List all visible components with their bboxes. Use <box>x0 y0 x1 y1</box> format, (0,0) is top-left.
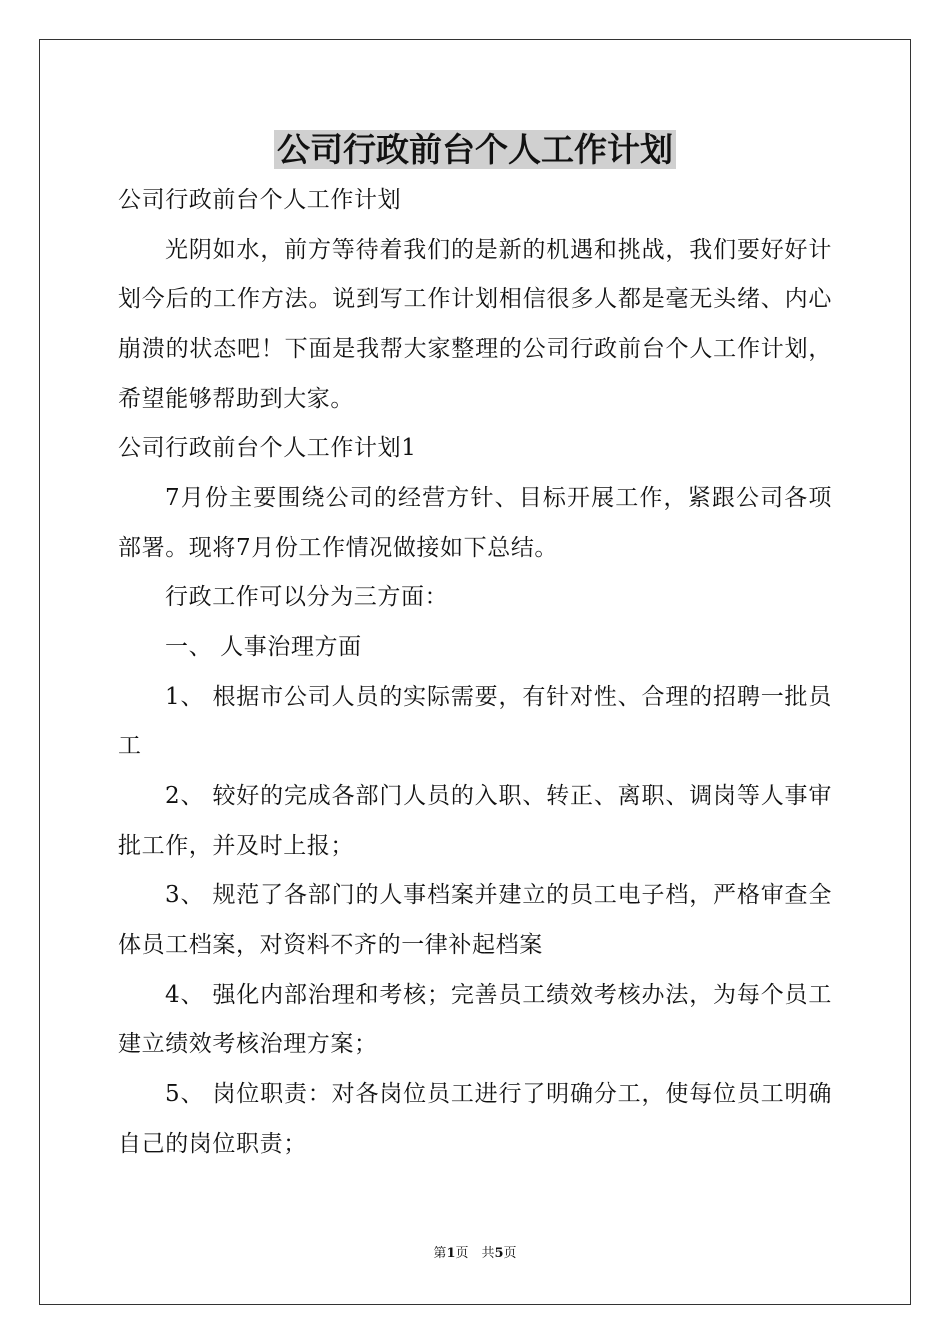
list-item-line: 1、 根据市公司人员的实际需要，有针对性、合理的招聘一批员 <box>165 684 832 710</box>
section-heading: 公司行政前台个人工作计划1 <box>118 435 417 461</box>
list-item-line: 工 <box>118 733 142 759</box>
paragraph-line: 部署。现将7月份工作情况做接如下总结。 <box>118 535 559 561</box>
list-item-line: 4、 强化内部治理和考核；完善员工绩效考核办法，为每个员工 <box>165 982 832 1008</box>
list-item-line: 2、 较好的完成各部门人员的入职、转正、离职、调岗等人事审 <box>165 783 832 809</box>
document-title <box>0 128 950 172</box>
page-footer <box>0 1245 950 1263</box>
document-title-text: 公司行政前台个人工作计划 <box>274 130 676 169</box>
paragraph-line: 崩溃的状态吧！下面是我帮大家整理的公司行政前台个人工作计划， <box>118 336 832 362</box>
list-item-line: 3、 规范了各部门的人事档案并建立的员工电子档，严格审查全 <box>165 882 832 908</box>
paragraph-line: 7月份主要围绕公司的经营方针、目标开展工作，紧跟公司各项 <box>165 485 832 511</box>
paragraph-line: 划今后的工作方法。说到写工作计划相信很多人都是毫无头绪、内心 <box>118 286 832 312</box>
paragraph-line: 光阴如水，前方等待着我们的是新的机遇和挑战，我们要好好计 <box>165 237 832 263</box>
list-item-line: 体员工档案，对资料不齐的一律补起档案 <box>118 932 543 958</box>
list-item-line: 自己的岗位职责； <box>118 1131 307 1157</box>
list-item-line: 建立绩效考核治理方案； <box>118 1031 378 1057</box>
subsection-heading: 一、 人事治理方面 <box>165 634 362 660</box>
footer-page-total: 5 <box>494 1246 504 1261</box>
list-item-line: 5、 岗位职责：对各岗位员工进行了明确分工，使每位员工明确 <box>165 1081 832 1107</box>
list-item-line: 批工作，并及时上报； <box>118 833 354 859</box>
paragraph-line: 行政工作可以分为三方面： <box>165 584 449 610</box>
page-border <box>39 39 911 1305</box>
paragraph-line: 希望能够帮助到大家。 <box>118 386 354 412</box>
footer-page-prefix: 第 <box>433 1246 447 1261</box>
footer-page-suffix: 页 <box>503 1246 517 1261</box>
footer-page-mid: 页 共 <box>455 1246 495 1261</box>
footer-page-current: 1 <box>446 1246 456 1261</box>
subtitle-line: 公司行政前台个人工作计划 <box>118 187 402 213</box>
